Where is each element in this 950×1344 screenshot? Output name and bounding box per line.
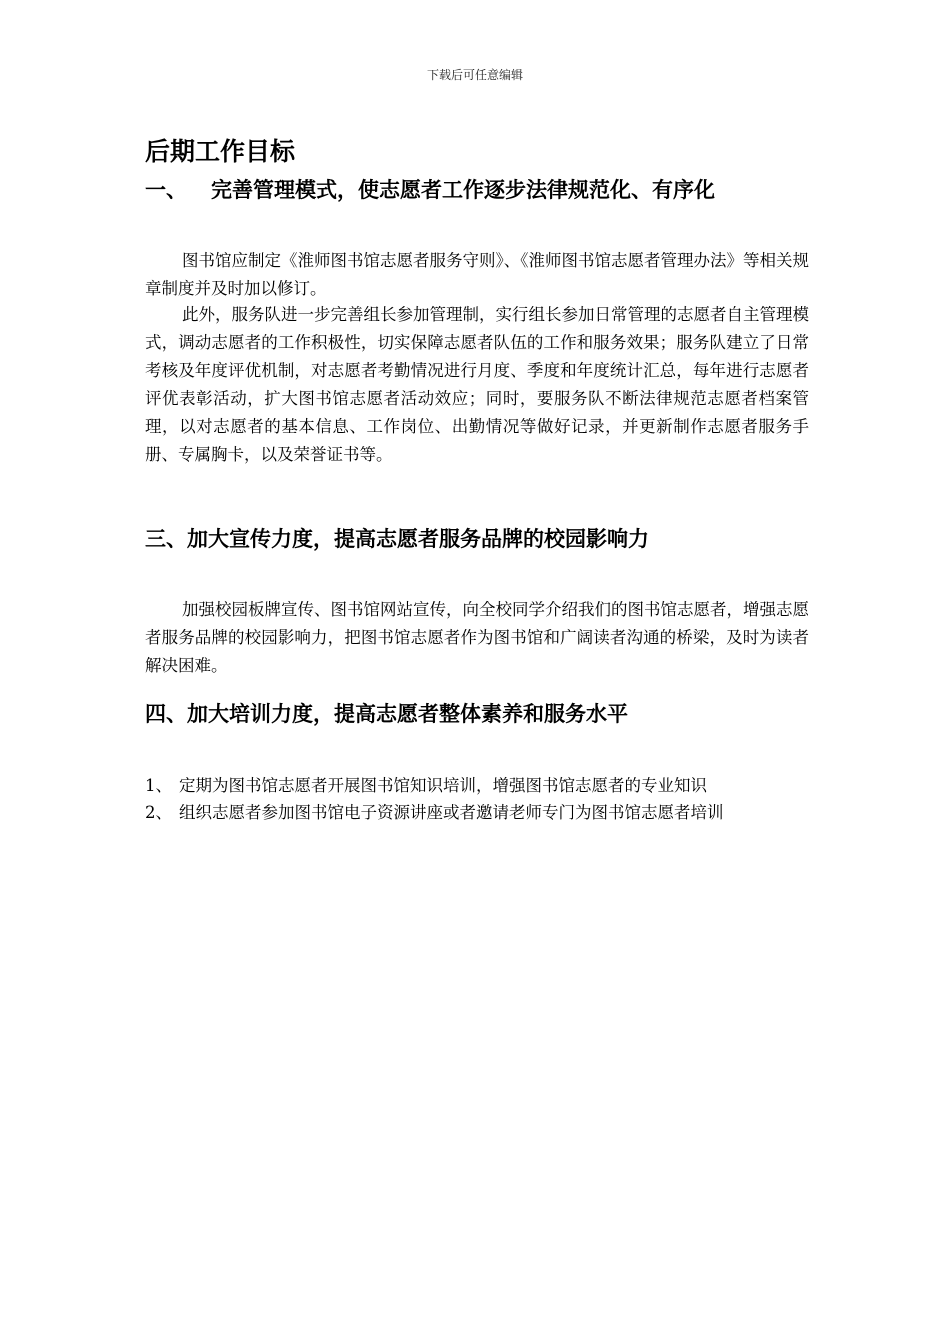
list-item-text: 组织志愿者参加图书馆电子资源讲座或者邀请老师专门为图书馆志愿者培训 [179, 803, 724, 822]
list-item [145, 772, 809, 799]
section-3-heading: 三、加大宣传力度，提高志愿者服务品牌的校园影响力 [145, 527, 649, 551]
list-item-number: 1、 [145, 776, 172, 795]
section-4-list [145, 772, 809, 826]
page-title: 后期工作目标 [145, 137, 296, 166]
list-item-text: 定期为图书馆志愿者开展图书馆知识培训，增强图书馆志愿者的专业知识 [179, 776, 707, 795]
section-1-paragraph-2: 此外，服务队进一步完善组长参加管理制，实行组长参加日常管理的志愿者自主管理模式，调动志愿者的工作积极性，切实保障志愿者队伍的工作和服务效果；服务队建立了日常考核及年度评优机制，对志愿者考勤情况进行月度、季度和年度统计汇总，每年进行志愿者评优表彰活动，扩大图书馆志愿者活动效应；同时，要服务队不断法律规范志愿者档案管理，以对志愿者的基本信息、工作岗位、出勤情况等做好记录，并更新制作志愿者服务手册、专属胸卡，以及荣誉证书等。 [145, 305, 809, 464]
list-item [145, 799, 809, 826]
section-4-heading: 四、加大培训力度，提高志愿者整体素养和服务水平 [145, 702, 628, 726]
section-1-heading [145, 174, 715, 204]
section-1-heading-text: 完善管理模式，使志愿者工作逐步法律规范化、有序化 [211, 178, 715, 202]
list-item-number: 2、 [145, 803, 172, 822]
section-1-paragraph-1: 图书馆应制定《淮师图书馆志愿者服务守则》、《淮师图书馆志愿者管理办法》等相关规章制度并及时加以修订。 [145, 251, 809, 298]
page-header-note: 下载后可任意编辑 [426, 68, 523, 82]
section-3-paragraph: 加强校园板牌宣传、图书馆网站宣传，向全校同学介绍我们的图书馆志愿者，增强志愿者服务品牌的校园影响力，把图书馆志愿者作为图书馆和广阔读者沟通的桥梁，及时为读者解决困难。 [145, 600, 809, 675]
section-1-number: 一、 [145, 178, 187, 202]
